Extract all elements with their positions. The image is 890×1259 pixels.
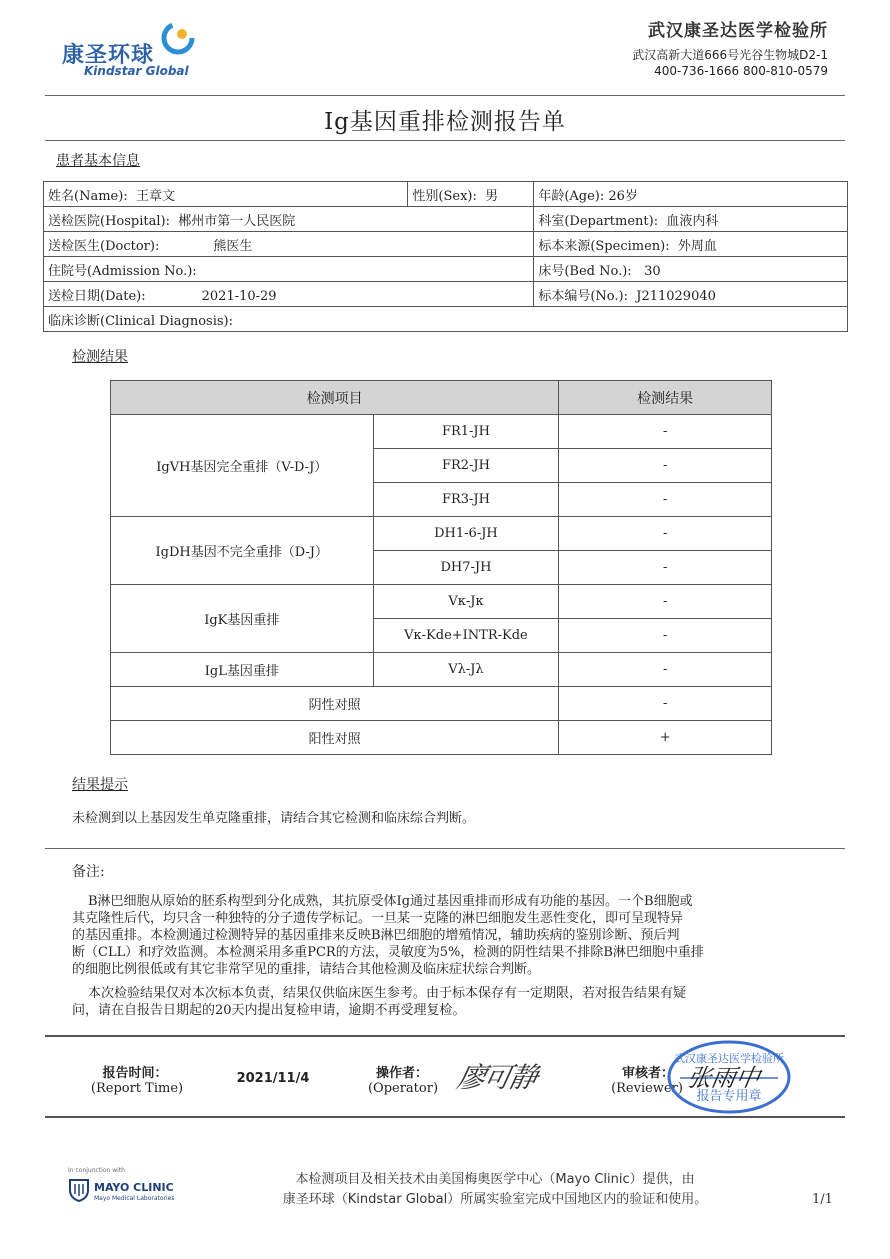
bed-label: 床号(Bed No.): bbox=[538, 263, 632, 279]
sample-no-value: J211029040 bbox=[636, 288, 716, 304]
report-title: Ig基因重排检测报告单 bbox=[324, 109, 566, 135]
table-row bbox=[111, 585, 772, 619]
signature-divider-bottom bbox=[45, 1116, 845, 1118]
table-header-row bbox=[111, 381, 772, 415]
date-value: 2021-10-29 bbox=[201, 288, 277, 304]
sex-cell bbox=[408, 182, 534, 207]
notes-title: 备注: bbox=[72, 864, 105, 880]
report-time-value: 2021/11/4 bbox=[236, 1071, 310, 1086]
bed-cell bbox=[534, 257, 848, 282]
table-row bbox=[111, 721, 772, 755]
item-name: DH1-6-JH bbox=[373, 517, 559, 551]
notes-line: 问，请在自报告日期起的20天内提出复检申请，逾期不再受理复检。 bbox=[72, 1003, 466, 1018]
patient-info-label: 患者基本信息 bbox=[56, 153, 140, 169]
reviewer-en-label: (Reviewer) bbox=[611, 1081, 683, 1096]
table-row bbox=[44, 232, 848, 257]
item-name: FR1-JH bbox=[373, 415, 559, 449]
col-item-header: 检测项目 bbox=[111, 381, 559, 415]
table-row bbox=[111, 517, 772, 551]
bed-value: 30 bbox=[644, 263, 661, 279]
sex-label: 性别(Sex): bbox=[412, 188, 477, 204]
item-result: - bbox=[559, 517, 772, 551]
notes-line: 本次检验结果仅对本次标本负责，结果仅供临床医生参考。由于标本保存有一定期限，若对报告结果有疑 bbox=[88, 986, 687, 1001]
logo-english: Kindstar Global bbox=[84, 64, 189, 78]
item-name: Vκ-Jκ bbox=[373, 585, 559, 619]
group-name: IgVH基因完全重排（V-D-J） bbox=[111, 415, 374, 517]
item-result: - bbox=[559, 415, 772, 449]
footer-text bbox=[200, 1170, 790, 1210]
hospital-value: 郴州市第一人民医院 bbox=[178, 213, 296, 229]
table-row bbox=[44, 307, 848, 332]
item-result: - bbox=[559, 653, 772, 687]
table-row bbox=[44, 282, 848, 307]
table-row bbox=[44, 257, 848, 282]
operator-signature: 廖可静 bbox=[454, 1061, 540, 1094]
negative-control-result: - bbox=[559, 687, 772, 721]
doctor-value: 熊医生 bbox=[213, 238, 253, 254]
report-time-label: 报告时间： bbox=[102, 1066, 168, 1081]
specimen-label: 标本来源(Specimen): bbox=[538, 238, 670, 254]
item-name: DH7-JH bbox=[373, 551, 559, 585]
mayo-small-text: In conjunction with bbox=[68, 1167, 125, 1174]
item-name: FR3-JH bbox=[373, 483, 559, 517]
stamp-top-text: 武汉康圣达医学检验所 bbox=[674, 1052, 784, 1065]
doctor-label: 送检医生(Doctor): bbox=[48, 238, 160, 254]
title-divider bbox=[45, 140, 845, 141]
table-row bbox=[44, 182, 848, 207]
date-cell bbox=[44, 282, 534, 307]
header-divider bbox=[45, 95, 845, 96]
kindstar-logo-icon bbox=[160, 20, 196, 56]
name-value: 王章文 bbox=[135, 188, 175, 204]
results-table bbox=[110, 380, 772, 755]
admission-label: 住院号(Admission No.): bbox=[48, 263, 197, 279]
notes-line: 的基因重排。本检测通过检测特异的基因重排来反映B淋巴细胞的增殖情况，辅助疾病的鉴别诊断、预后判 bbox=[72, 928, 680, 943]
department-cell bbox=[534, 207, 848, 232]
specimen-value: 外周血 bbox=[677, 238, 717, 254]
report-time-en-label: (Report Time) bbox=[90, 1081, 184, 1096]
results-label: 检测结果 bbox=[72, 349, 128, 365]
page-number: 1/1 bbox=[812, 1192, 833, 1207]
item-result: - bbox=[559, 551, 772, 585]
age-cell bbox=[534, 182, 848, 207]
summary-text: 未检测到以上基因发生单克隆重排，请结合其它检测和临床综合判断。 bbox=[72, 811, 476, 826]
item-name: Vλ-Jλ bbox=[373, 653, 559, 687]
logo-chinese: 康圣环球 bbox=[62, 43, 155, 68]
item-result: - bbox=[559, 449, 772, 483]
item-name: FR2-JH bbox=[373, 449, 559, 483]
department-value: 血液内科 bbox=[666, 213, 719, 229]
positive-control-label: 阳性对照 bbox=[111, 721, 559, 755]
diagnosis-label: 临床诊断(Clinical Diagnosis): bbox=[48, 313, 233, 329]
department-label: 科室(Department): bbox=[538, 213, 659, 229]
footer-line-1: 本检测项目及相关技术由美国梅奥医学中心（Mayo Clinic）提供，由 bbox=[295, 1172, 695, 1187]
institute-phone: 400-736-1666 800-810-0579 bbox=[654, 64, 828, 78]
notes-line: 断（CLL）和疗效监测。本检测采用多重PCR的方法，灵敏度为5%，检测的阴性结果不排除B淋巴细胞中重排 bbox=[72, 945, 704, 960]
name-label: 姓名(Name): bbox=[48, 188, 128, 204]
group-name: IgL基因重排 bbox=[111, 653, 374, 687]
table-row bbox=[111, 415, 772, 449]
col-result-header: 检测结果 bbox=[559, 381, 772, 415]
doctor-cell bbox=[44, 232, 534, 257]
group-name: IgDH基因不完全重排（D-J） bbox=[111, 517, 374, 585]
age-value: 26岁 bbox=[608, 188, 638, 204]
sex-value: 男 bbox=[485, 188, 499, 204]
institute-address: 武汉高新大道666号光谷生物城D2-1 bbox=[632, 48, 828, 62]
reviewer-signature: 张雨中 bbox=[685, 1064, 763, 1092]
notes-paragraph-1 bbox=[72, 893, 824, 978]
table-row bbox=[111, 687, 772, 721]
positive-control-result: + bbox=[559, 721, 772, 755]
mayo-shield-icon bbox=[68, 1178, 90, 1202]
admission-cell bbox=[44, 257, 534, 282]
hospital-cell bbox=[44, 207, 534, 232]
reviewer-label: 审核者： bbox=[621, 1066, 674, 1081]
operator-label: 操作者： bbox=[375, 1066, 428, 1081]
specimen-cell bbox=[534, 232, 848, 257]
item-result: - bbox=[559, 483, 772, 517]
notes-line: 的细胞比例很低或有其它非常罕见的重排，请结合其他检测及临床症状综合判断。 bbox=[72, 962, 541, 977]
negative-control-label: 阴性对照 bbox=[111, 687, 559, 721]
institute-name: 武汉康圣达医学检验所 bbox=[648, 21, 828, 41]
table-row bbox=[111, 653, 772, 687]
stamp-bottom-text: 报告专用章 bbox=[696, 1089, 762, 1104]
footer-line-2: 康圣环球（Kindstar Global）所属实验室完成中国地区内的验证和使用。 bbox=[282, 1192, 708, 1207]
item-result: - bbox=[559, 619, 772, 653]
summary-label: 结果提示 bbox=[72, 777, 128, 793]
patient-info-table bbox=[43, 181, 848, 332]
signature-divider-top bbox=[45, 1035, 845, 1037]
sample-no-label: 标本编号(No.): bbox=[538, 288, 628, 304]
sample-no-cell bbox=[534, 282, 848, 307]
item-name: Vκ-Kde+INTR-Kde bbox=[373, 619, 559, 653]
diagnosis-cell bbox=[44, 307, 848, 332]
operator-en-label: (Operator) bbox=[367, 1081, 439, 1096]
table-row bbox=[44, 207, 848, 232]
hospital-label: 送检医院(Hospital): bbox=[48, 213, 170, 229]
notes-paragraph-2 bbox=[72, 985, 824, 1019]
age-label: 年龄(Age): bbox=[538, 188, 605, 204]
mayo-sub: Mayo Medical Laboratories bbox=[94, 1195, 175, 1202]
notes-line: 其克隆性后代，均只含一种独特的分子遗传学标记。一旦某一克隆的淋巴细胞发生恶性变化，即可呈现特异 bbox=[72, 911, 684, 926]
item-result: - bbox=[559, 585, 772, 619]
notes-divider bbox=[45, 848, 845, 849]
notes-line: B淋巴细胞从原始的胚系构型到分化成熟，其抗原受体Ig通过基因重排而形成有功能的基因。一个B细胞或 bbox=[88, 894, 693, 909]
date-label: 送检日期(Date): bbox=[48, 288, 146, 304]
group-name: IgK基因重排 bbox=[111, 585, 374, 653]
name-cell bbox=[44, 182, 408, 207]
mayo-name: MAYO CLINIC bbox=[94, 1181, 174, 1194]
